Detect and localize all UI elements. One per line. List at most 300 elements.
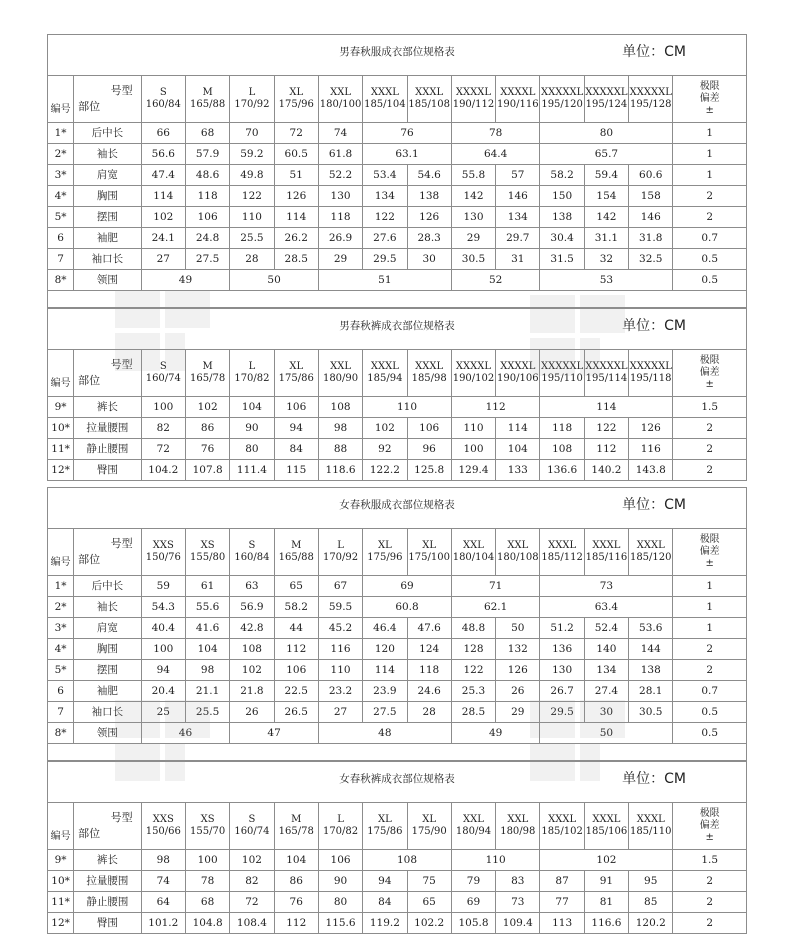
size-code: XXL xyxy=(463,814,484,825)
measurement-cell: 74 xyxy=(141,871,185,892)
measurement-cell: 65 xyxy=(407,892,451,913)
size-column-header xyxy=(185,76,229,123)
size-column-header xyxy=(318,350,362,397)
row-number: 10* xyxy=(48,871,74,892)
measurement-cell: 20.4 xyxy=(141,681,185,702)
size-column-header xyxy=(629,803,673,850)
measurement-cell: 57 xyxy=(496,165,540,186)
size-code: XXXL xyxy=(548,540,577,551)
measurement-cell: 24.6 xyxy=(407,681,451,702)
tolerance-label-line: 偏差 xyxy=(699,820,720,831)
size-spec: 155/80 xyxy=(190,552,226,563)
tolerance-value: 1 xyxy=(673,576,747,597)
measurement-cell: 118.6 xyxy=(318,460,362,481)
measurement-cell: 128 xyxy=(451,639,495,660)
measurement-cell: 100 xyxy=(185,850,229,871)
size-code: XXXL xyxy=(415,87,444,98)
size-spec: 185/98 xyxy=(411,373,447,384)
measurement-cell: 130 xyxy=(318,186,362,207)
measurement-cell: 138 xyxy=(629,660,673,681)
size-spec: 175/100 xyxy=(408,552,450,563)
size-spec: 160/74 xyxy=(234,826,270,837)
size-column-header xyxy=(318,803,362,850)
measurement-cell: 28.1 xyxy=(629,681,673,702)
measurement-cell: 112 xyxy=(274,913,318,934)
measurement-cell: 29 xyxy=(496,702,540,723)
measurement-cell: 118 xyxy=(185,186,229,207)
measurement-cell: 119.2 xyxy=(363,913,407,934)
size-spec: 175/96 xyxy=(278,99,314,110)
measurement-cell: 56.6 xyxy=(141,144,185,165)
row-number: 1* xyxy=(48,123,74,144)
unit-label: 单位：CM xyxy=(622,44,686,60)
row-number: 5* xyxy=(48,660,74,681)
size-code: XL xyxy=(422,540,437,551)
table-title: 女春秋服成衣部位规格表 xyxy=(339,499,455,511)
size-spec: 155/70 xyxy=(190,826,226,837)
table-title: 女春秋裤成衣部位规格表 xyxy=(339,773,455,785)
part-name: 肩宽 xyxy=(74,618,141,639)
tolerance-value: 1.5 xyxy=(673,850,747,871)
measurement-cell: 59.2 xyxy=(230,144,274,165)
measurement-cell: 106 xyxy=(318,850,362,871)
part-name: 裤长 xyxy=(74,850,141,871)
table-row xyxy=(48,228,747,249)
measurement-cell: 122 xyxy=(230,186,274,207)
size-code: XXXXL xyxy=(500,361,536,372)
size-label: 号型 xyxy=(110,358,133,371)
tolerance-value: 2 xyxy=(673,460,747,481)
size-code: XL xyxy=(422,814,437,825)
measurement-cell: 82 xyxy=(141,418,185,439)
size-code: XXL xyxy=(463,540,484,551)
measurement-cell: 52.4 xyxy=(584,618,628,639)
measurement-cell: 80 xyxy=(230,439,274,460)
row-number: 10* xyxy=(48,418,74,439)
measurement-cell: 73 xyxy=(540,576,673,597)
size-label: 号型 xyxy=(110,811,133,824)
measurement-cell: 94 xyxy=(363,871,407,892)
measurement-cell: 138 xyxy=(540,207,584,228)
measurement-cell: 114 xyxy=(496,418,540,439)
measurement-cell: 63 xyxy=(230,576,274,597)
measurement-cell: 31 xyxy=(496,249,540,270)
size-column-header xyxy=(540,529,584,576)
measurement-cell: 47.6 xyxy=(407,618,451,639)
measurement-cell: 42.8 xyxy=(230,618,274,639)
row-number: 6 xyxy=(48,228,74,249)
measurement-cell: 21.8 xyxy=(230,681,274,702)
size-spec: 180/108 xyxy=(497,552,539,563)
size-spec: 165/88 xyxy=(190,99,226,110)
measurement-cell: 158 xyxy=(629,186,673,207)
size-spec: 150/76 xyxy=(145,552,181,563)
size-code: XXXXXL xyxy=(585,87,628,98)
tolerance-value: 0.7 xyxy=(673,681,747,702)
measurement-cell: 118 xyxy=(540,418,584,439)
measurement-cell: 109.4 xyxy=(496,913,540,934)
size-column-header xyxy=(230,76,274,123)
measurement-cell: 78 xyxy=(185,871,229,892)
size-column-header xyxy=(185,350,229,397)
measurement-cell: 52 xyxy=(451,270,540,291)
measurement-cell: 50 xyxy=(496,618,540,639)
measurement-cell: 120 xyxy=(363,639,407,660)
tolerance-value: 2 xyxy=(673,660,747,681)
table-title-row xyxy=(48,309,747,350)
measurement-cell: 68 xyxy=(185,123,229,144)
measurement-cell: 85 xyxy=(629,892,673,913)
size-code: XL xyxy=(289,361,304,372)
measurement-cell: 61 xyxy=(185,576,229,597)
measurement-cell: 102 xyxy=(185,397,229,418)
size-spec: 175/96 xyxy=(367,552,403,563)
unit-label: 单位：CM xyxy=(622,318,686,334)
measurement-cell: 129.4 xyxy=(451,460,495,481)
number-label: 编号 xyxy=(50,378,71,389)
size-column-header xyxy=(363,350,407,397)
measurement-cell: 140 xyxy=(584,639,628,660)
measurement-cell: 26.5 xyxy=(274,702,318,723)
measurement-cell: 98 xyxy=(318,418,362,439)
women-pants-table xyxy=(47,761,747,934)
size-code: XXS xyxy=(152,540,174,551)
size-column-header xyxy=(584,529,628,576)
table-title-row xyxy=(48,762,747,803)
size-column-header xyxy=(407,76,451,123)
measurement-cell: 26.9 xyxy=(318,228,362,249)
measurement-cell: 110 xyxy=(230,207,274,228)
measurement-cell: 64 xyxy=(141,892,185,913)
size-spec: 185/94 xyxy=(367,373,403,384)
size-column-header xyxy=(141,76,185,123)
row-number: 7 xyxy=(48,702,74,723)
row-number: 3* xyxy=(48,165,74,186)
size-column-header xyxy=(274,350,318,397)
measurement-cell: 118 xyxy=(318,207,362,228)
measurement-cell: 71 xyxy=(451,576,540,597)
measurement-cell: 130 xyxy=(540,660,584,681)
measurement-cell: 28.5 xyxy=(274,249,318,270)
measurement-cell: 30.5 xyxy=(451,249,495,270)
measurement-cell: 48.6 xyxy=(185,165,229,186)
measurement-cell: 41.6 xyxy=(185,618,229,639)
table-row xyxy=(48,249,747,270)
table-row xyxy=(48,597,747,618)
measurement-cell: 134 xyxy=(363,186,407,207)
tolerance-label-line: ± xyxy=(705,832,714,843)
size-spec: 180/94 xyxy=(455,826,492,837)
tolerance-label-line: 极限 xyxy=(699,355,720,366)
size-code: XXS xyxy=(152,814,174,825)
tolerance-value: 2 xyxy=(673,913,747,934)
tolerance-value: 1 xyxy=(673,165,747,186)
size-header-row xyxy=(48,803,747,850)
measurement-cell: 72 xyxy=(141,439,185,460)
measurement-cell: 27.4 xyxy=(584,681,628,702)
measurement-cell: 107.8 xyxy=(185,460,229,481)
size-column-header xyxy=(496,529,540,576)
measurement-cell: 112 xyxy=(584,439,628,460)
size-column-header xyxy=(407,529,451,576)
measurement-cell: 55.8 xyxy=(451,165,495,186)
table-row xyxy=(48,702,747,723)
part-name: 袖长 xyxy=(74,597,141,618)
size-code: XXXL xyxy=(370,361,399,372)
measurement-cell: 96 xyxy=(407,439,451,460)
size-code: XXXXXL xyxy=(540,87,584,98)
measurement-cell: 62.1 xyxy=(451,597,540,618)
measurement-cell: 110 xyxy=(451,850,540,871)
size-spec: 195/120 xyxy=(541,99,583,110)
measurement-cell: 40.4 xyxy=(141,618,185,639)
part-label: 部位 xyxy=(78,374,101,387)
size-spec: 165/78 xyxy=(190,373,226,384)
measurement-cell: 31.1 xyxy=(584,228,628,249)
measurement-cell: 77 xyxy=(540,892,584,913)
size-code: M xyxy=(291,814,302,825)
measurement-cell: 73 xyxy=(496,892,540,913)
measurement-cell: 106 xyxy=(407,418,451,439)
measurement-cell: 22.5 xyxy=(274,681,318,702)
measurement-cell: 29 xyxy=(318,249,362,270)
men-top-table xyxy=(47,34,747,308)
measurement-cell: 102 xyxy=(540,850,673,871)
measurement-cell: 106 xyxy=(185,207,229,228)
size-spec: 190/106 xyxy=(497,373,539,384)
size-spec: 170/92 xyxy=(234,99,270,110)
measurement-cell: 104 xyxy=(185,639,229,660)
measurement-cell: 108 xyxy=(363,850,452,871)
measurement-cell: 59.5 xyxy=(318,597,362,618)
size-column-header xyxy=(318,529,362,576)
measurement-cell: 104 xyxy=(496,439,540,460)
tolerance-header xyxy=(673,76,747,123)
row-number: 3* xyxy=(48,618,74,639)
measurement-cell: 113 xyxy=(540,913,584,934)
size-code: XS xyxy=(200,540,215,551)
size-column-header xyxy=(363,76,407,123)
size-column-header xyxy=(185,803,229,850)
measurement-cell: 60.6 xyxy=(629,165,673,186)
size-spec: 190/112 xyxy=(452,99,495,110)
measurement-cell: 118 xyxy=(407,660,451,681)
measurement-cell: 120.2 xyxy=(629,913,673,934)
size-column-header xyxy=(407,350,451,397)
size-column-header xyxy=(629,529,673,576)
tolerance-header xyxy=(673,529,747,576)
size-spec: 195/128 xyxy=(629,99,672,110)
measurement-cell: 92 xyxy=(363,439,407,460)
measurement-cell: 114 xyxy=(141,186,185,207)
tolerance-label-line: ± xyxy=(705,105,714,116)
measurement-cell: 105.8 xyxy=(451,913,495,934)
measurement-cell: 132 xyxy=(496,639,540,660)
measurement-cell: 76 xyxy=(363,123,452,144)
measurement-cell: 76 xyxy=(274,892,318,913)
table-row xyxy=(48,144,747,165)
measurement-cell: 110 xyxy=(451,418,495,439)
measurement-cell: 126 xyxy=(629,418,673,439)
table-row xyxy=(48,186,747,207)
table-row xyxy=(48,660,747,681)
part-name: 胸围 xyxy=(74,639,141,660)
part-name: 领围 xyxy=(74,723,141,744)
size-spec: 195/114 xyxy=(585,373,628,384)
measurement-cell: 80 xyxy=(318,892,362,913)
tolerance-value: 1.5 xyxy=(673,397,747,418)
measurement-cell: 143.8 xyxy=(629,460,673,481)
size-code: M xyxy=(291,540,302,551)
table-title-row xyxy=(48,35,747,76)
table-row xyxy=(48,123,747,144)
measurement-cell: 48 xyxy=(318,723,451,744)
measurement-cell: 90 xyxy=(318,871,362,892)
measurement-cell: 32.5 xyxy=(629,249,673,270)
measurement-cell: 115 xyxy=(274,460,318,481)
measurement-cell: 28 xyxy=(407,702,451,723)
measurement-cell: 125.8 xyxy=(407,460,451,481)
measurement-cell: 102.2 xyxy=(407,913,451,934)
tolerance-value: 1 xyxy=(673,123,747,144)
row-number: 4* xyxy=(48,186,74,207)
table-title: 男春秋服成衣部位规格表 xyxy=(339,46,455,58)
measurement-cell: 81 xyxy=(584,892,628,913)
row-number: 12* xyxy=(48,460,74,481)
table-row xyxy=(48,576,747,597)
measurement-cell: 108.4 xyxy=(230,913,274,934)
row-number: 6 xyxy=(48,681,74,702)
part-name: 静止腰围 xyxy=(74,439,141,460)
size-spec: 185/110 xyxy=(629,826,672,837)
measurement-cell: 72 xyxy=(274,123,318,144)
size-code: XXXL xyxy=(370,87,399,98)
size-code: XXL xyxy=(507,540,529,551)
row-number: 5* xyxy=(48,207,74,228)
measurement-cell: 28.3 xyxy=(407,228,451,249)
measurement-cell: 27 xyxy=(141,249,185,270)
measurement-cell: 76 xyxy=(185,439,229,460)
size-code: XXXL xyxy=(636,814,665,825)
row-number: 11* xyxy=(48,439,74,460)
table-row xyxy=(48,618,747,639)
measurement-cell: 55.6 xyxy=(185,597,229,618)
table-spacer xyxy=(48,744,747,761)
size-spec: 170/92 xyxy=(322,552,359,563)
table-row xyxy=(48,850,747,871)
size-code: L xyxy=(248,87,256,98)
measurement-cell: 25.5 xyxy=(185,702,229,723)
size-spec: 195/124 xyxy=(585,99,628,110)
measurement-cell: 26 xyxy=(230,702,274,723)
size-column-header xyxy=(629,350,673,397)
measurement-cell: 27.5 xyxy=(185,249,229,270)
measurement-cell: 101.2 xyxy=(141,913,185,934)
size-code: XXXXL xyxy=(500,87,536,98)
measurement-cell: 57.9 xyxy=(185,144,229,165)
measurement-cell: 100 xyxy=(141,639,185,660)
size-column-header xyxy=(451,529,495,576)
measurement-cell: 29.7 xyxy=(496,228,540,249)
size-column-header xyxy=(584,76,628,123)
tolerance-value: 2 xyxy=(673,418,747,439)
row-number: 8* xyxy=(48,270,74,291)
part-name: 后中长 xyxy=(74,576,141,597)
measurement-cell: 31.8 xyxy=(629,228,673,249)
measurement-cell: 80 xyxy=(540,123,673,144)
size-column-header xyxy=(141,350,185,397)
measurement-cell: 122.2 xyxy=(363,460,407,481)
size-spec: 180/104 xyxy=(452,552,495,563)
size-code: S xyxy=(248,814,256,825)
measurement-cell: 59 xyxy=(141,576,185,597)
part-name: 臀围 xyxy=(74,913,141,934)
measurement-cell: 115.6 xyxy=(318,913,362,934)
measurement-cell: 69 xyxy=(363,576,452,597)
size-code: XXXL xyxy=(415,361,444,372)
men-pants-table xyxy=(47,308,747,481)
part-name: 裤长 xyxy=(74,397,141,418)
measurement-cell: 102 xyxy=(363,418,407,439)
measurement-cell: 90 xyxy=(230,418,274,439)
measurement-cell: 26.2 xyxy=(274,228,318,249)
measurement-cell: 52.2 xyxy=(318,165,362,186)
table-row xyxy=(48,681,747,702)
part-name: 袖口长 xyxy=(74,249,141,270)
part-name: 肩宽 xyxy=(74,165,141,186)
measurement-cell: 95 xyxy=(629,871,673,892)
size-column-header xyxy=(230,350,274,397)
tolerance-label-line: 极限 xyxy=(699,808,720,819)
table-row xyxy=(48,270,747,291)
tolerance-label-line: 极限 xyxy=(699,534,720,545)
size-code: XXXXXL xyxy=(585,361,628,372)
size-code: XXXXXL xyxy=(540,361,584,372)
measurement-cell: 51 xyxy=(318,270,451,291)
measurement-cell: 27 xyxy=(318,702,362,723)
size-spec: 180/100 xyxy=(319,99,362,110)
size-column-header xyxy=(540,803,584,850)
size-column-header xyxy=(407,803,451,850)
size-spec: 170/82 xyxy=(322,826,359,837)
measurement-cell: 29.5 xyxy=(540,702,584,723)
measurement-cell: 108 xyxy=(230,639,274,660)
measurement-cell: 23.9 xyxy=(363,681,407,702)
size-column-header xyxy=(629,76,673,123)
part-name: 静止腰围 xyxy=(74,892,141,913)
size-code: XXXL xyxy=(636,540,665,551)
measurement-cell: 114 xyxy=(540,397,673,418)
measurement-cell: 136.6 xyxy=(540,460,584,481)
measurement-cell: 87 xyxy=(540,871,584,892)
tolerance-label-line: 偏差 xyxy=(699,546,720,557)
measurement-cell: 110 xyxy=(363,397,452,418)
size-code: XXXXXL xyxy=(629,87,672,98)
row-number: 1* xyxy=(48,576,74,597)
measurement-cell: 150 xyxy=(540,186,584,207)
measurement-cell: 21.1 xyxy=(185,681,229,702)
table-row xyxy=(48,892,747,913)
measurement-cell: 53 xyxy=(540,270,673,291)
measurement-cell: 68 xyxy=(185,892,229,913)
measurement-cell: 58.2 xyxy=(540,165,584,186)
measurement-cell: 24.1 xyxy=(141,228,185,249)
measurement-cell: 47 xyxy=(230,723,319,744)
measurement-cell: 31.5 xyxy=(540,249,584,270)
size-code: XXXL xyxy=(592,540,621,551)
part-name: 后中长 xyxy=(74,123,141,144)
women-spec-block xyxy=(47,487,747,934)
